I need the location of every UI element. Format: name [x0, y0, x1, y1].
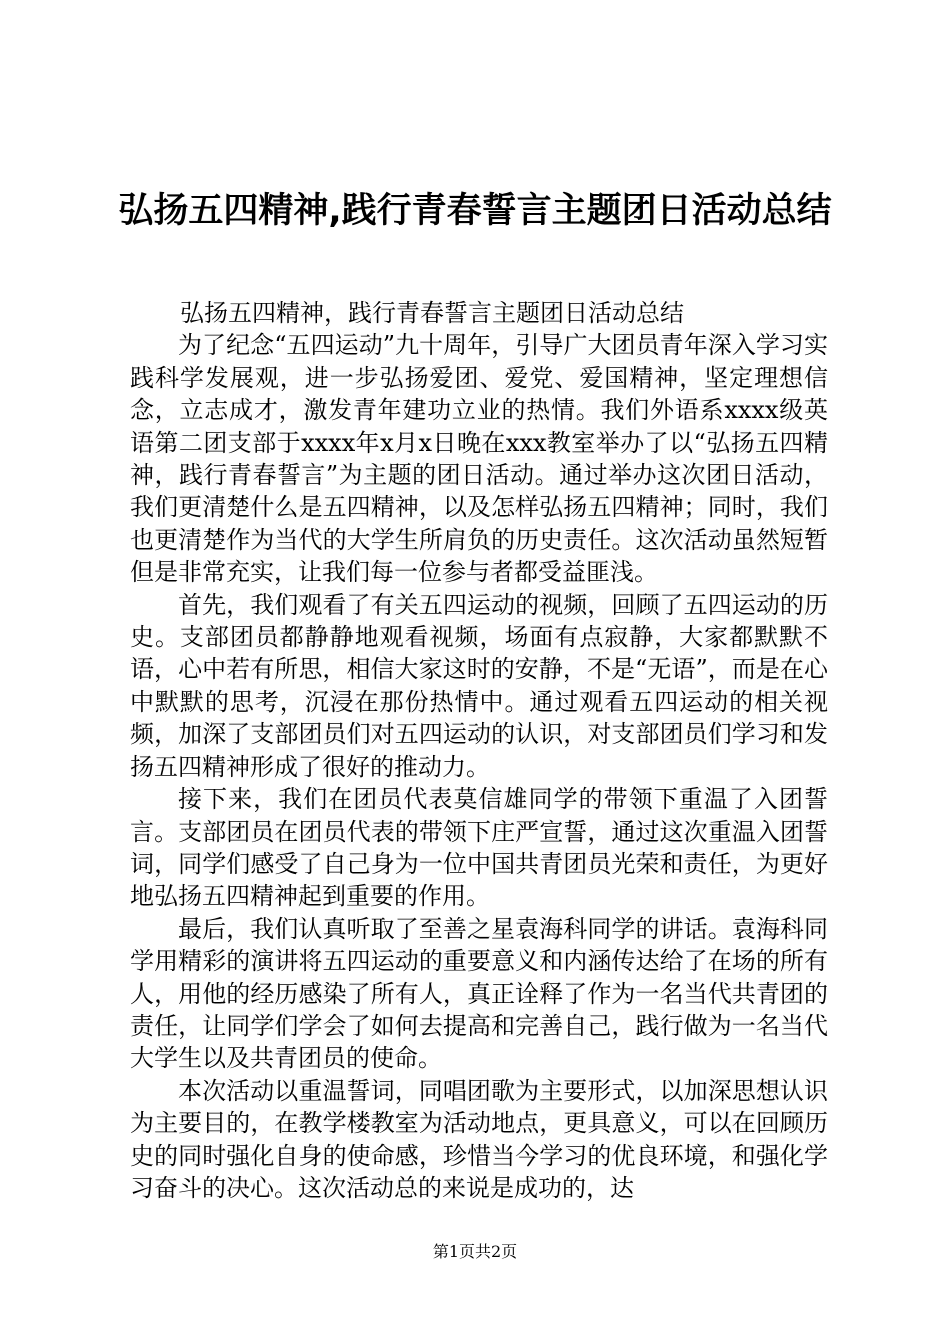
page-footer — [0, 1240, 950, 1264]
paragraph-first: 首先，我们观看了有关五四运动的视频，回顾了五四运动的历史。支部团员都静静地观看视频，场面有点寂静，大家都默默不语，心中若有所思，相信大家这时的安静，不是“无语”，而是在心中默默的思考，沉浸在那份热情中。通过观看五四运动的相关视频，加深了支部团员们对五四运动的认识，对支部团员们学习和发扬五四精神形成了很好的推动力。 — [130, 590, 828, 781]
paragraph-last: 最后，我们认真听取了至善之星袁海科同学的讲话。袁海科同学用精彩的演讲将五四运动的重要意义和内涵传达给了在场的所有人，用他的经历感染了所有人，真正诠释了作为一名当代共青团的责任，让同学们学会了如何去提高和完善自己，践行做为一名当代大学生以及共青团员的使命。 — [130, 914, 828, 1073]
paragraph-intro: 为了纪念“五四运动”九十周年，引导广大团员青年深入学习实践科学发展观，进一步弘扬爱团、爱党、爱国精神，坚定理想信念，立志成才，激发青年建功立业的热情。我们外语系xxxx级英语第二团支部于xxxx年x月x日晚在xxx教室举办了以“弘扬五四精神，践行青春誓言”为主题的团日活动。通过举办这次团日活动，我们更清楚什么是五四精神，以及怎样弘扬五四精神；同时，我们也更清楚作为当代的大学生所肩负的历史责任。这次活动虽然短暂但是非常充实，让我们每一位参与者都受益匪浅。 — [130, 331, 828, 587]
page-number: 第1页 — [432, 1242, 475, 1261]
document-title: 弘扬五四精神,践行青春誓言主题团日活动总结 — [118, 191, 832, 231]
paragraph-next: 接下来，我们在团员代表莫信雄同学的带领下重温了入团誓言。支部团员在团员代表的带领下庄严宣誓，通过这次重温入团誓词，同学们感受了自己身为一位中国共青团员光荣和责任，为更好地弘扬五四精神起到重要的作用。 — [130, 785, 828, 911]
page-total: 共2页 — [475, 1242, 518, 1261]
paragraph-summary: 本次活动以重温誓词，同唱团歌为主要形式，以加深思想认识为主要目的，在教学楼教室为活动地点，更具意义，可以在回顾历史的同时强化自身的使命感，珍惜当今学习的优良环境，和强化学习奋斗的决心。这次活动总的来说是成功的，达 — [130, 1076, 828, 1202]
document-body — [130, 297, 828, 1204]
document-subtitle: 弘扬五四精神，践行青春誓言主题团日活动总结 — [180, 299, 684, 327]
